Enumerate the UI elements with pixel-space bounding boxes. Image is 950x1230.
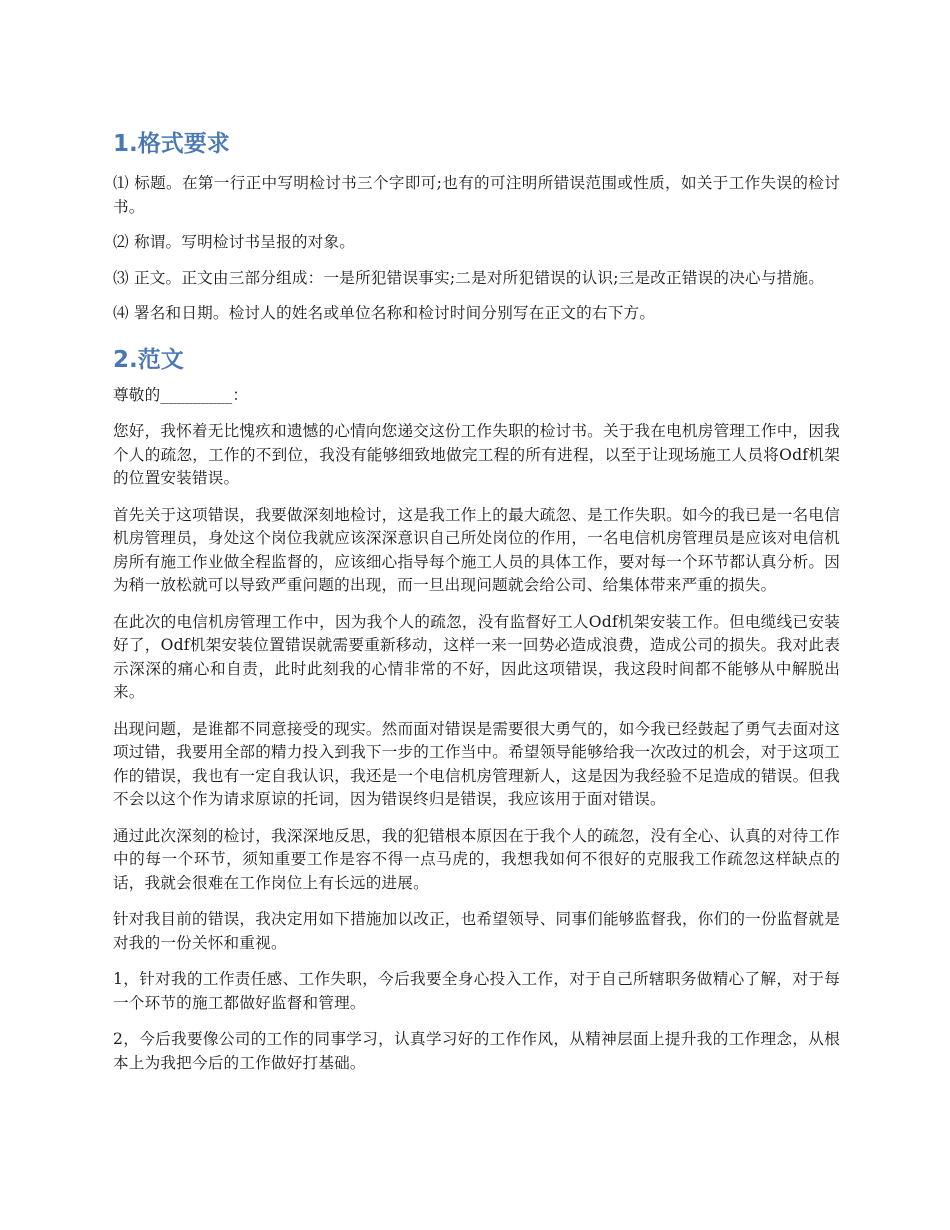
sample-paragraph: 出现问题，是谁都不同意接受的现实。然而面对错误是需要很大勇气的，如今我已经鼓起了勇气去面对这项过错，我要用全部的精力投入到我下一步的工作当中。希望领导能够给我一次改过的机会，对于这项工作的错误，我也有一定自我认识，我还是一个电信机房管理新人，这是因为我经验不足造成的错误。但我不会以这个作为请求原谅的托词，因为错误终归是错误，我应该用于面对错误。 (113, 719, 840, 808)
sample-paragraph: 针对我目前的错误，我决定用如下措施加以改正，也希望领导、同事们能够监督我，你们的一份监督就是对我的一份关怀和重视。 (113, 910, 840, 952)
document-page (113, 128, 840, 1088)
sample-paragraph: 您好，我怀着无比愧疚和遗憾的心情向您递交这份工作失职的检讨书。关于我在电机房管理工作中，因我个人的疏忽，工作的不到位，我没有能够细致地做完工程的所有进程，以至于让现场施工人员将Odf机架的位置安装错误。 (113, 422, 840, 487)
format-item-signature: ⑷ 署名和日期。检讨人的姓名或单位名称和检讨时间分别写在正文的右下方。 (113, 304, 656, 322)
format-item-salutation: ⑵ 称谓。写明检讨书呈报的对象。 (113, 233, 356, 251)
sample-salutation: 尊敬的_________： (113, 385, 249, 404)
sample-measure-item: 1，针对我的工作责任感、工作失职，今后我要全身心投入工作，对于自己所辖职务做精心了解，对于每一个环节的施工都做好监督和管理。 (113, 970, 840, 1012)
sample-paragraph: 通过此次深刻的检讨，我深深地反思，我的犯错根本原因在于我个人的疏忽，没有全心、认真的对待工作中的每一个环节，须知重要工作是容不得一点马虎的，我想我如何不很好的克服我工作疏忽这样缺点的话，我就会很难在工作岗位上有长远的进展。 (113, 826, 840, 892)
sample-paragraph: 在此次的电信机房管理工作中，因为我个人的疏忽，没有监督好工人Odf机架安装工作。但电缆线已安装好了，Odf机架安装位置错误就需要重新移动，这样一来一回势必造成浪费，造成公司的损失。我对此表示深深的痛心和自责，此时此刻我的心情非常的不好，因此这项错误，我这段时间都不能够从中解脱出来。 (113, 612, 840, 701)
sample-measure-item: 2，今后我要像公司的工作的同事学习，认真学习好的工作作风，从精神层面上提升我的工作理念，从根本上为我把今后的工作做好打基础。 (113, 1030, 840, 1072)
format-item-title: ⑴ 标题。在第一行正中写明检讨书三个字即可;也有的可注明所错误范围或性质，如关于工作失误的检讨书。 (113, 174, 840, 216)
format-item-body: ⑶ 正文。正文由三部分组成：一是所犯错误事实;二是对所犯错误的认识;三是改正错误的决心与措施。 (113, 268, 824, 287)
section-heading-format: 1.格式要求 (113, 131, 230, 157)
sample-paragraph: 首先关于这项错误，我要做深刻地检讨，这是我工作上的最大疏忽、是工作失职。如今的我已是一名电信机房管理员，身处这个岗位我就应该深深意识自己所处岗位的作用，一名电信机房管理员是应该对电信机房所有施工作业做全程监督的，应该细心指导每个施工人员的具体工作，要对每一个环节都认真分析。因为稍一放松就可以导致严重问题的出现，而一旦出现问题就会给公司、给集体带来严重的损失。 (113, 505, 840, 594)
section-heading-sample: 2.范文 (113, 346, 184, 373)
